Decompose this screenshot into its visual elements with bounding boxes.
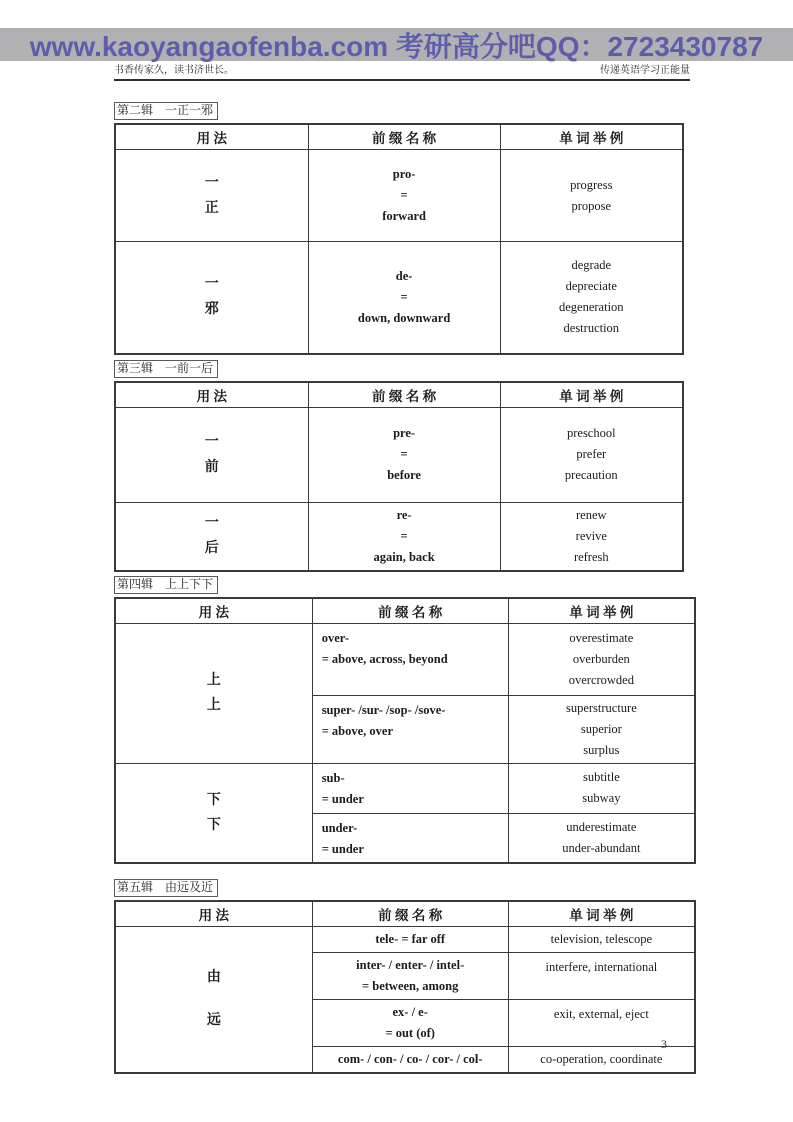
cell-line: 一 bbox=[204, 434, 219, 450]
banner bbox=[0, 28, 793, 61]
examples-cell bbox=[508, 926, 695, 952]
cell-line: under- bbox=[321, 820, 358, 835]
usage-cell bbox=[115, 926, 312, 1073]
cell-line: overburden bbox=[572, 651, 630, 666]
cell-line: under-abundant bbox=[562, 840, 641, 855]
cell-line: overcrowded bbox=[568, 672, 634, 687]
section bbox=[114, 878, 697, 1074]
cell-line: = above, across, beyond bbox=[321, 651, 448, 666]
usage-cell bbox=[115, 763, 312, 863]
cell-line: renew bbox=[576, 507, 607, 522]
cell-line: degrade bbox=[571, 258, 612, 273]
cell-line: 邪 bbox=[204, 302, 219, 318]
cell-line: 前 bbox=[204, 459, 219, 475]
examples-cell bbox=[508, 813, 695, 863]
cell-line: 一 bbox=[204, 175, 219, 191]
cell-line: 上 bbox=[206, 673, 221, 688]
prefix-cell bbox=[312, 952, 508, 999]
table-header-row bbox=[115, 901, 695, 927]
cell-line: exit, external, eject bbox=[553, 1006, 649, 1021]
section bbox=[114, 101, 697, 355]
prefix-cell bbox=[308, 150, 500, 242]
cell-line: co-operation, coordinate bbox=[540, 1051, 663, 1066]
cell-line: = bbox=[400, 289, 408, 304]
prefix-cell bbox=[312, 999, 508, 1046]
cell-line: forward bbox=[382, 209, 426, 223]
table-header-row bbox=[115, 382, 683, 408]
cell-line: = bbox=[400, 447, 408, 461]
cell-line: re- bbox=[396, 507, 412, 522]
column-header: 用 法 bbox=[115, 382, 308, 408]
cell-line: 由 bbox=[206, 970, 221, 985]
column-header: 用 法 bbox=[115, 124, 308, 150]
examples-cell bbox=[508, 952, 695, 999]
cell-line: degeneration bbox=[559, 300, 624, 315]
usage-cell bbox=[115, 150, 308, 242]
section-label: 第五辑 由远及近 bbox=[114, 879, 218, 897]
usage-cell bbox=[115, 502, 308, 571]
cell-line: 一 bbox=[204, 516, 219, 531]
examples-cell bbox=[500, 242, 683, 354]
examples-cell bbox=[500, 150, 683, 242]
usage-cell bbox=[115, 242, 308, 354]
column-header: 单 词 举 例 bbox=[508, 598, 695, 624]
cell-line: interfere, international bbox=[545, 959, 658, 974]
cell-line: destruction bbox=[563, 321, 620, 336]
header-left-text: 书香传家久，读书济世长。 bbox=[114, 65, 234, 76]
section-label: 第二辑 一正一邪 bbox=[114, 102, 218, 120]
cell-line: propose bbox=[571, 198, 612, 213]
cell-line: 下 bbox=[206, 792, 221, 808]
cell-line: com- / con- / co- / cor- / col- bbox=[337, 1051, 483, 1066]
page-header bbox=[114, 61, 690, 81]
cell-line: subtitle bbox=[582, 770, 620, 784]
cell-line: sub- bbox=[321, 770, 345, 785]
cell-line: over- bbox=[321, 630, 349, 645]
table-row bbox=[115, 926, 695, 952]
cell-line: subway bbox=[582, 791, 621, 805]
prefix-cell bbox=[312, 926, 508, 952]
usage-cell bbox=[115, 407, 308, 502]
examples-cell bbox=[500, 502, 683, 571]
table-header-row bbox=[115, 124, 683, 150]
column-header: 前 缀 名 称 bbox=[308, 382, 500, 408]
cell-line: 一 bbox=[204, 277, 219, 293]
column-header: 前 缀 名 称 bbox=[312, 598, 508, 624]
cell-line: super- /sur- /sop- /sove- bbox=[321, 702, 446, 717]
column-header: 用 法 bbox=[115, 901, 312, 927]
cell-line: precaution bbox=[564, 468, 618, 482]
cell-line: revive bbox=[575, 528, 607, 543]
cell-line: preschool bbox=[566, 426, 616, 440]
cell-line: = out (of) bbox=[385, 1025, 435, 1040]
sections bbox=[114, 101, 697, 1074]
examples-cell bbox=[500, 407, 683, 502]
header-right-text: 传递英语学习正能量 bbox=[600, 65, 690, 76]
section bbox=[114, 359, 697, 572]
prefix-cell bbox=[312, 623, 508, 695]
cell-line: 后 bbox=[204, 541, 219, 556]
cell-line: underestimate bbox=[566, 819, 637, 834]
prefix-cell bbox=[312, 763, 508, 813]
cell-line: 远 bbox=[206, 1013, 221, 1028]
column-header: 前 缀 名 称 bbox=[308, 124, 500, 150]
column-header: 单 词 举 例 bbox=[500, 382, 683, 408]
cell-line: progress bbox=[570, 177, 613, 192]
cell-line: depreciate bbox=[565, 279, 617, 294]
column-header: 单 词 举 例 bbox=[508, 901, 695, 927]
cell-line: 正 bbox=[204, 200, 219, 216]
column-header: 用 法 bbox=[115, 598, 312, 624]
cell-line: = between, among bbox=[362, 978, 459, 993]
section-label: 第四辑 上上下下 bbox=[114, 576, 218, 594]
cell-line: again, back bbox=[373, 549, 435, 564]
cell-line: = under bbox=[321, 791, 364, 806]
table-row bbox=[115, 242, 683, 354]
cell-line: pro- bbox=[392, 167, 416, 181]
examples-cell bbox=[508, 623, 695, 695]
prefix-cell bbox=[312, 695, 508, 763]
usage-cell bbox=[115, 623, 312, 763]
page-content bbox=[114, 61, 697, 1074]
cell-line: = bbox=[400, 528, 408, 543]
column-header: 前 缀 名 称 bbox=[312, 901, 508, 927]
banner-text: www.kaoyangaofenba.com 考研高分吧QQ：2723430787 bbox=[29, 30, 764, 62]
cell-line: before bbox=[387, 468, 421, 482]
prefix-table bbox=[114, 597, 696, 864]
prefix-cell bbox=[312, 813, 508, 863]
table-row bbox=[115, 407, 683, 502]
prefix-cell bbox=[312, 1046, 508, 1073]
cell-line: down, downward bbox=[357, 310, 451, 325]
table-header-row bbox=[115, 598, 695, 624]
cell-line: = under bbox=[321, 841, 364, 856]
examples-cell bbox=[508, 763, 695, 813]
cell-line: refresh bbox=[573, 549, 609, 564]
cell-line: ex- / e- bbox=[392, 1004, 428, 1019]
cell-line: inter- / enter- / intel- bbox=[356, 957, 465, 972]
cell-line: 下 bbox=[206, 817, 221, 833]
cell-line: overestimate bbox=[569, 630, 634, 645]
cell-line: television, telescope bbox=[550, 931, 653, 946]
cell-line: = above, over bbox=[321, 723, 394, 738]
prefix-cell bbox=[308, 242, 500, 354]
table-row bbox=[115, 150, 683, 242]
cell-line: surplus bbox=[583, 742, 620, 757]
table-row bbox=[115, 763, 695, 813]
cell-line: tele- = far off bbox=[375, 931, 446, 946]
section bbox=[114, 575, 697, 864]
section-label: 第三辑 一前一后 bbox=[114, 360, 218, 378]
table-row bbox=[115, 502, 683, 571]
examples-cell bbox=[508, 695, 695, 763]
prefix-table bbox=[114, 123, 684, 355]
cell-line: superstructure bbox=[565, 700, 637, 715]
cell-line: = bbox=[400, 188, 408, 202]
cell-line: 上 bbox=[206, 698, 221, 713]
cell-line: de- bbox=[395, 268, 413, 283]
prefix-table bbox=[114, 381, 684, 572]
column-header: 单 词 举 例 bbox=[500, 124, 683, 150]
prefix-table bbox=[114, 900, 696, 1074]
page-number: 3 bbox=[661, 1037, 667, 1051]
cell-line: pre- bbox=[393, 426, 416, 440]
cell-line: prefer bbox=[576, 447, 607, 461]
prefix-cell bbox=[308, 407, 500, 502]
prefix-cell bbox=[308, 502, 500, 571]
table-row bbox=[115, 623, 695, 695]
cell-line: superior bbox=[580, 721, 622, 736]
